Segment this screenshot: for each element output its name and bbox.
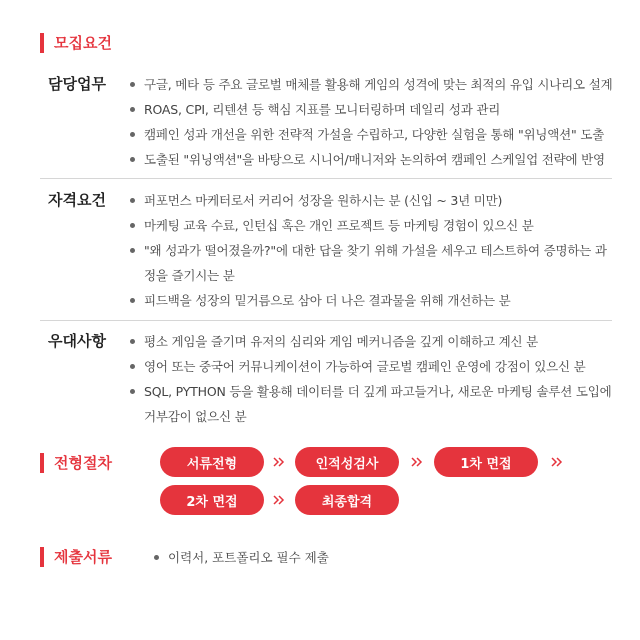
bullet-icon xyxy=(130,107,135,112)
list-item: 이력서, 포트폴리오 필수 제출 xyxy=(152,545,329,570)
divider xyxy=(40,178,612,179)
preferred-list xyxy=(128,329,618,429)
double-chevron-right-icon xyxy=(410,455,424,469)
bullet-icon xyxy=(130,223,135,228)
duties-block xyxy=(40,72,612,172)
bullet-icon xyxy=(130,157,135,162)
list-item: "왜 성과가 떨어졌을까?"에 대한 답을 찾기 위해 가설을 세우고 테스트하여 증명하는 과정을 즐기시는 분 xyxy=(128,238,618,288)
list-item: ROAS, CPI, 리텐션 등 핵심 지표를 모니터링하며 데일리 성과 관리 xyxy=(128,97,618,122)
divider xyxy=(40,320,612,321)
bullet-icon xyxy=(130,82,135,87)
list-item: 평소 게임을 즐기며 유저의 심리와 게임 메커니즘을 깊게 이해하고 계신 분 xyxy=(128,329,618,354)
section-title-process xyxy=(40,452,112,473)
section-marker xyxy=(40,33,44,53)
documents-list xyxy=(152,545,329,570)
bullet-icon xyxy=(130,198,135,203)
section-title-text: 전형절차 xyxy=(54,454,112,472)
section-title-text: 모집요건 xyxy=(54,34,112,52)
double-chevron-right-icon xyxy=(550,455,564,469)
preferred-block xyxy=(40,329,612,429)
list-item: 퍼포먼스 마케터로서 커리어 성장을 원하시는 분 (신입 ~ 3년 미만) xyxy=(128,188,618,213)
list-item: 영어 또는 중국어 커뮤니케이션이 가능하여 글로벌 캠페인 운영에 강점이 있으신 분 xyxy=(128,354,618,379)
section-marker xyxy=(40,547,44,567)
duties-list xyxy=(128,72,618,172)
double-chevron-right-icon xyxy=(272,493,286,507)
section-title-text: 제출서류 xyxy=(54,548,112,566)
bullet-icon xyxy=(130,364,135,369)
qualifications-list xyxy=(128,188,618,313)
double-chevron-right-icon xyxy=(272,455,286,469)
section-marker xyxy=(40,453,44,473)
list-item: 구글, 메타 등 주요 글로벌 매체를 활용해 게임의 성격에 맞는 최적의 유입 시나리오 설계 xyxy=(128,72,618,97)
bullet-icon xyxy=(154,555,159,560)
section-title-documents xyxy=(40,546,112,567)
duties-label: 담당업무 xyxy=(48,75,106,93)
process-step-3: 1차 면접 xyxy=(434,447,538,477)
bullet-icon xyxy=(130,339,135,344)
preferred-label: 우대사항 xyxy=(48,332,106,350)
list-item: 마케팅 교육 수료, 인턴십 혹은 개인 프로젝트 등 마케팅 경험이 있으신 분 xyxy=(128,213,618,238)
bullet-icon xyxy=(130,132,135,137)
list-item: 캠페인 성과 개선을 위한 전략적 가설을 수립하고, 다양한 실험을 통해 "위닝액션" 도출 xyxy=(128,122,618,147)
bullet-icon xyxy=(130,248,135,253)
bullet-icon xyxy=(130,389,135,394)
list-item: 피드백을 성장의 밑거름으로 삼아 더 나은 결과물을 위해 개선하는 분 xyxy=(128,288,618,313)
qualifications-label: 자격요건 xyxy=(48,191,106,209)
qualifications-block xyxy=(40,188,612,313)
process-step-1: 서류전형 xyxy=(160,447,264,477)
list-item: 도출된 "위닝액션"을 바탕으로 시니어/매니저와 논의하여 캠페인 스케일업 전략에 반영 xyxy=(128,147,618,172)
section-title-recruit xyxy=(40,32,112,53)
process-step-5: 최종합격 xyxy=(295,485,399,515)
process-step-2: 인적성검사 xyxy=(295,447,399,477)
bullet-icon xyxy=(130,298,135,303)
process-step-4: 2차 면접 xyxy=(160,485,264,515)
list-item: SQL, PYTHON 등을 활용해 데이터를 더 깊게 파고들거나, 새로운 마케팅 솔루션 도입에 거부감이 없으신 분 xyxy=(128,379,618,429)
